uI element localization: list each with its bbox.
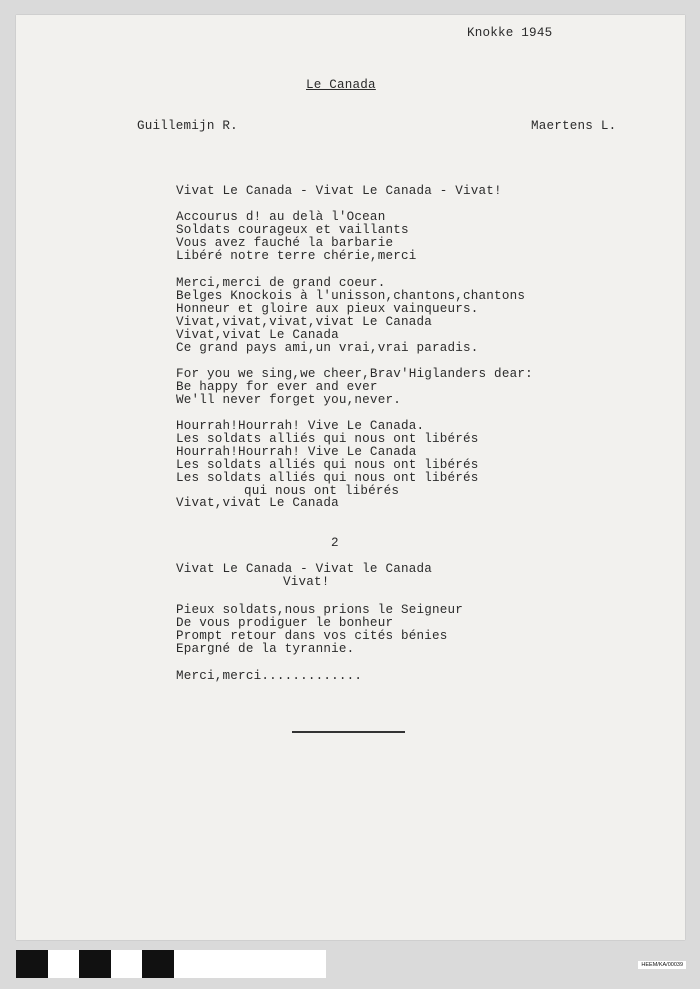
song-title: Le Canada bbox=[306, 78, 376, 92]
author-right: Maertens L. bbox=[531, 119, 617, 133]
stanza2-line4: Vivat,vivat,vivat,vivat Le Canada bbox=[176, 315, 432, 329]
stanza4-line1: Hourrah!Hourrah! Vive Le Canada. bbox=[176, 419, 425, 433]
stanza3-line3: We'll never forget you,never. bbox=[176, 393, 401, 407]
stanza4-line4: Les soldats alliés qui nous ont libérés bbox=[176, 458, 479, 472]
end-rule bbox=[292, 731, 405, 733]
verse2-stanza1-line3: Prompt retour dans vos cités bénies bbox=[176, 629, 448, 643]
verse2-stanza1-line4: Epargné de la tyrannie. bbox=[176, 642, 355, 656]
stanza1-line1: Accourus d! au delà l'Ocean bbox=[176, 210, 386, 224]
verse2-stanza1-line2: De vous prodiguer le bonheur bbox=[176, 616, 394, 630]
stanza2-line6: Ce grand pays ami,un vrai,vrai paradis. bbox=[176, 341, 479, 355]
author-left: Guillemijn R. bbox=[137, 119, 238, 133]
stanza4-line2: Les soldats alliés qui nous ont libérés bbox=[176, 432, 479, 446]
stanza2-line5: Vivat,vivat Le Canada bbox=[176, 328, 339, 342]
stanza2-line3: Honneur et gloire aux pieux vainqueurs. bbox=[176, 302, 479, 316]
stanza4-line7: Vivat,vivat Le Canada bbox=[176, 496, 339, 510]
stanza2-line2: Belges Knockois à l'unisson,chantons,chantons bbox=[176, 289, 526, 303]
closing-line: Merci,merci............. bbox=[176, 669, 363, 683]
calibration-block bbox=[142, 950, 174, 978]
stanza3-line2: Be happy for ever and ever bbox=[176, 380, 378, 394]
verse-number: 2 bbox=[331, 536, 339, 550]
verse2-refrain-line2: Vivat! bbox=[283, 575, 330, 589]
verse2-stanza1-line1: Pieux soldats,nous prions le Seigneur bbox=[176, 603, 464, 617]
calibration-block bbox=[79, 950, 111, 978]
stanza4-line6: qui nous ont libérés bbox=[213, 484, 400, 498]
stanza1-line4: Libéré notre terre chérie,merci bbox=[176, 249, 417, 263]
refrain-line: Vivat Le Canada - Vivat Le Canada - Vivat! bbox=[176, 184, 502, 198]
stanza3-line1: For you we sing,we cheer,Brav'Higlanders dear: bbox=[176, 367, 533, 381]
stanza4-line5: Les soldats alliés qui nous ont libérés bbox=[176, 471, 479, 485]
stanza4-line3: Hourrah!Hourrah! Vive Le Canada bbox=[176, 445, 417, 459]
stanza1-line3: Vous avez fauché la barbarie bbox=[176, 236, 394, 250]
verse2-refrain-line1: Vivat Le Canada - Vivat le Canada bbox=[176, 562, 432, 576]
archive-tag: HEEM/KA/00039 bbox=[638, 961, 686, 969]
stanza1-line2: Soldats courageux et vaillants bbox=[176, 223, 409, 237]
calibration-block bbox=[16, 950, 48, 978]
place-date: Knokke 1945 bbox=[467, 26, 553, 40]
calibration-strip bbox=[16, 950, 326, 978]
stanza2-line1: Merci,merci de grand coeur. bbox=[176, 276, 386, 290]
